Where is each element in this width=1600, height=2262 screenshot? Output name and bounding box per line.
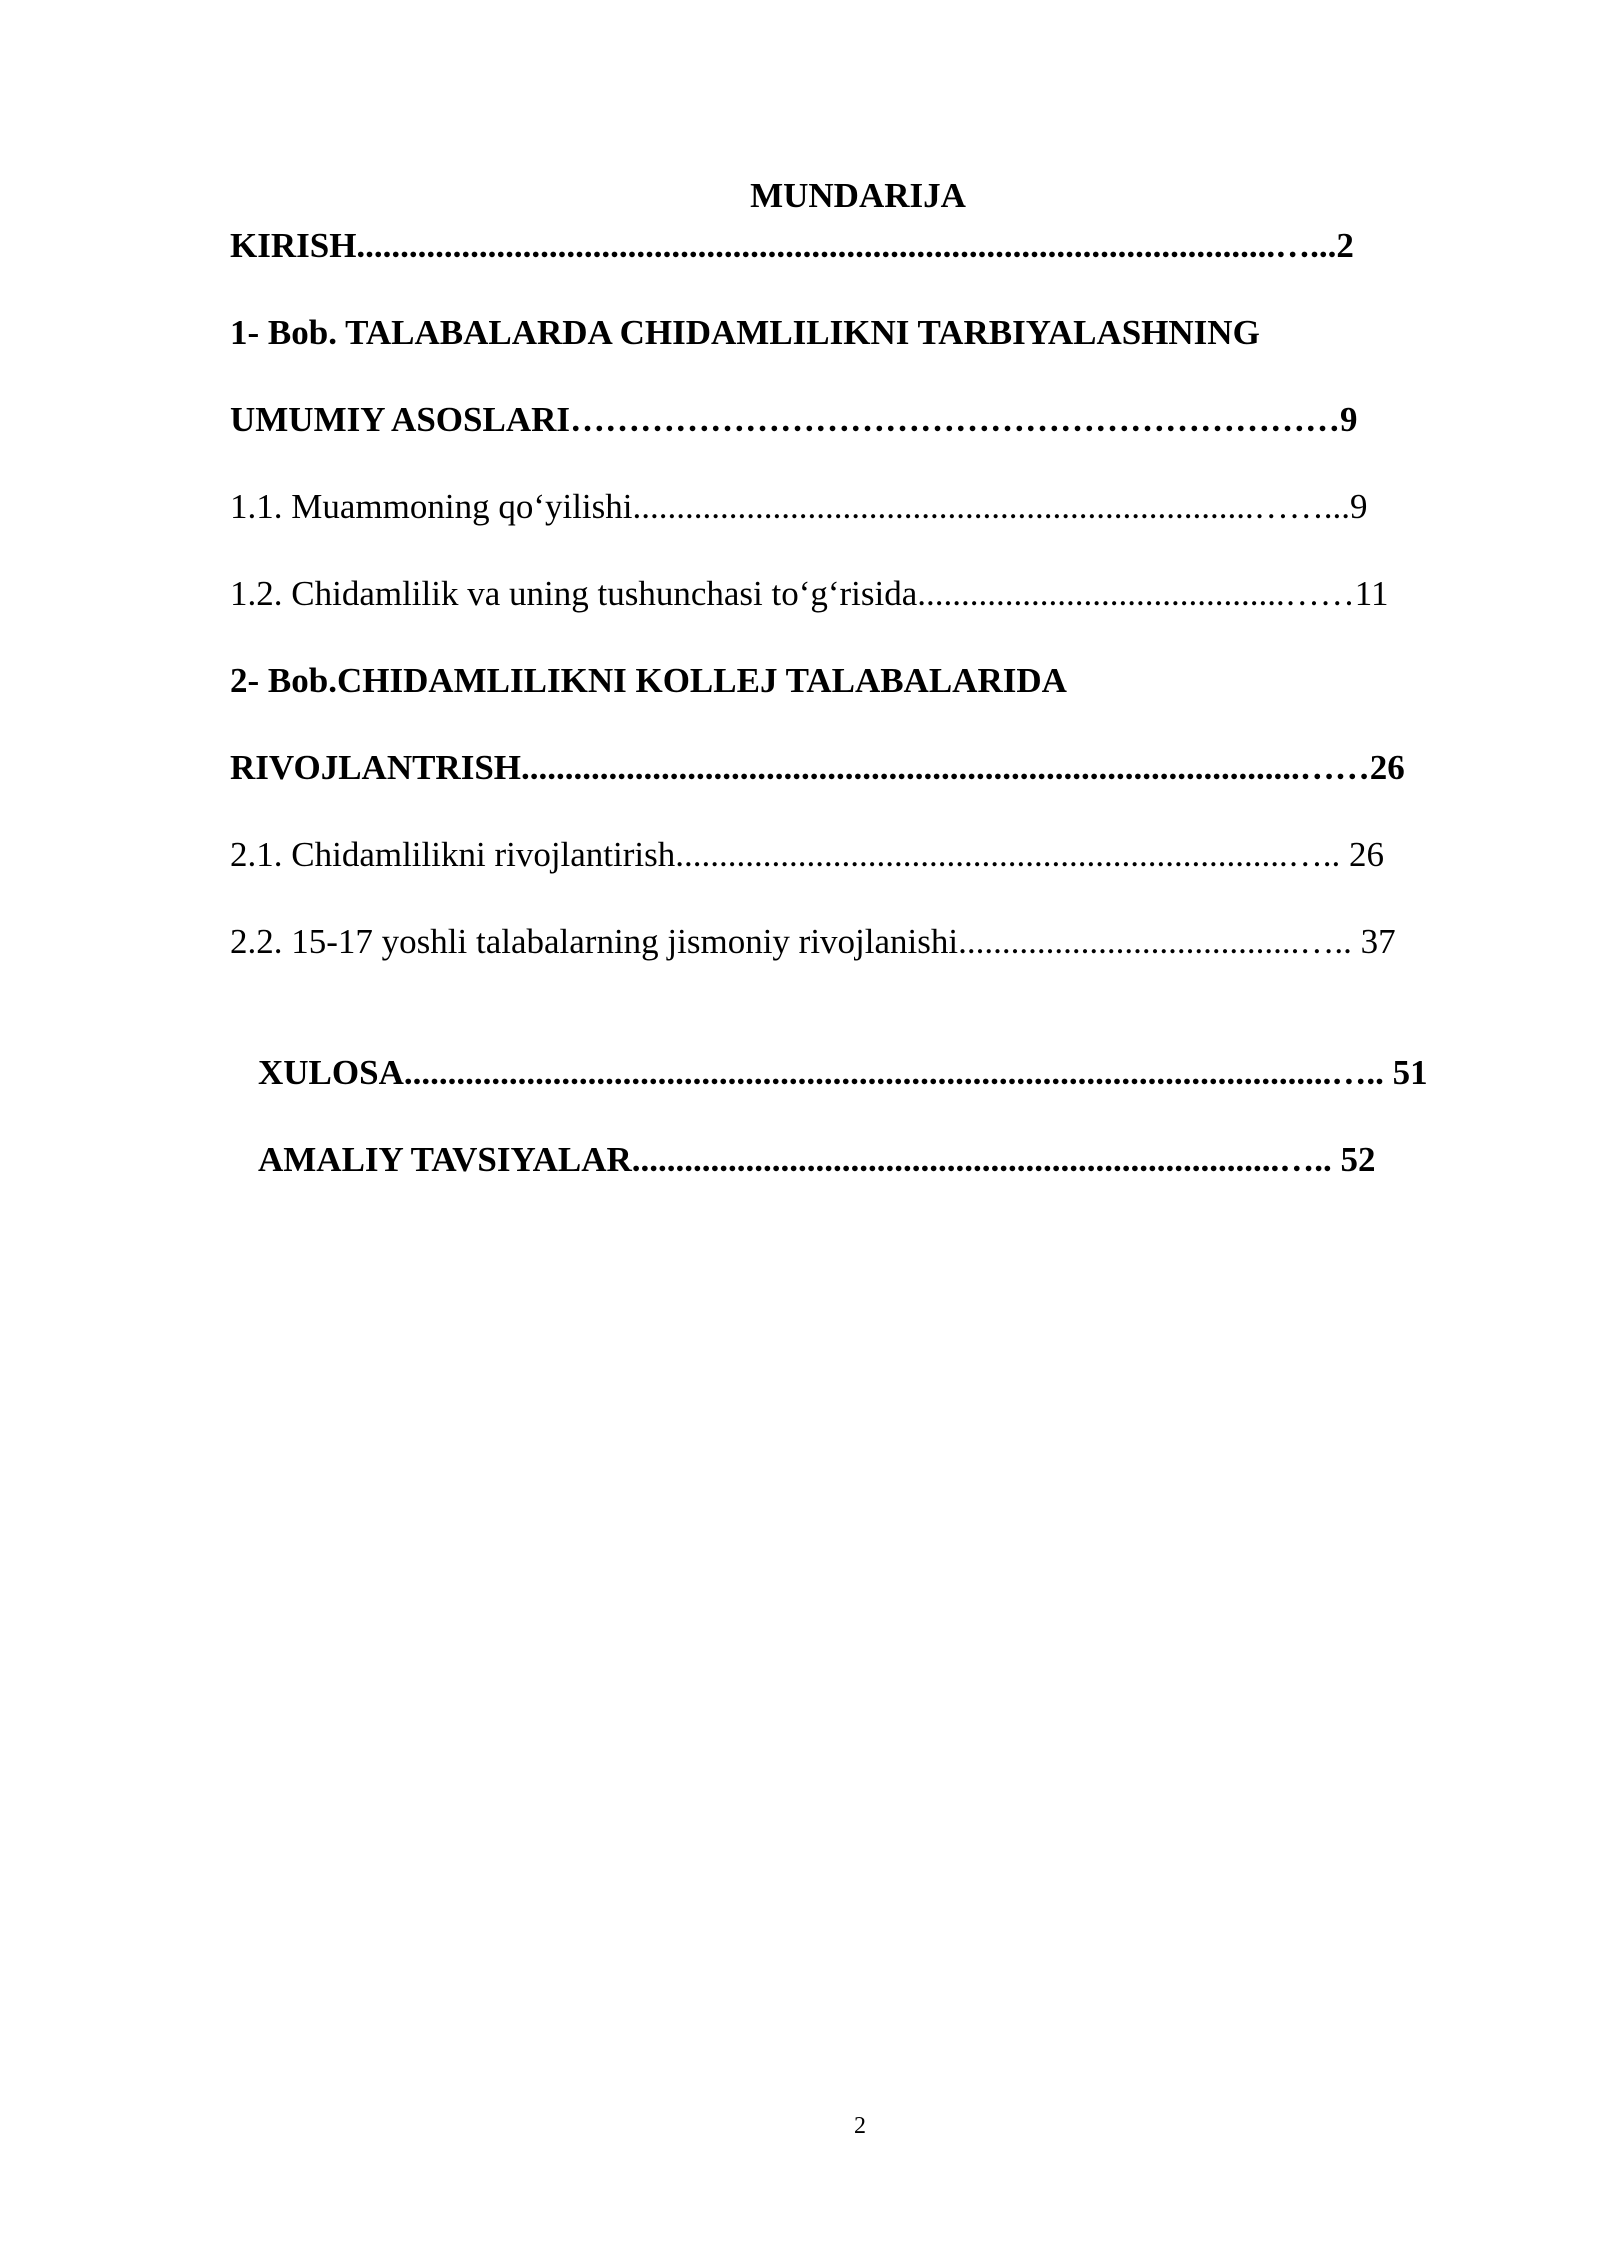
toc-entry-section-2-1: 2.1. Chidamlilikni rivojlantirish......................................................................….. 26 [230,835,1385,874]
toc-entry-amaliy-tavsiyalar: AMALIY TAVSIYALAR..........................................................................….. 52 [258,1140,1376,1179]
toc-entry-chapter-1-title: 1- Bob. TALABALARDA CHIDAMLILIKNI TARBIYALASHNING [230,313,1260,352]
toc-entry-section-1-2: 1.2. Chidamlilik va uning tushunchasi to‘g‘risida..........................................……11 [230,574,1389,613]
toc-entry-section-1-1: 1.1. Muammoning qo‘yilishi.......................................................................……...9 [230,487,1368,526]
toc-title: MUNDARIJA [750,176,966,215]
toc-entry-chapter-1-continued: UMUMIY ASOSLARI…………………………………………………………9 [230,400,1358,439]
page-number: 2 [854,2113,866,2139]
toc-entry-chapter-2-continued: RIVOJLANTRISH.........................................................................................……26 [230,748,1405,787]
toc-entry-xulosa: XULOSA..........................................................................................................….. 51 [258,1053,1428,1092]
toc-entry-kirish: KIRISH.........................................................................................................…...2 [230,226,1354,265]
toc-entry-chapter-2-title: 2- Bob.CHIDAMLILIKNI KOLLEJ TALABALARIDA [230,661,1067,700]
toc-entry-section-2-2: 2.2. 15-17 yoshli talabalarning jismoniy rivojlanishi.......................................….. 37 [230,922,1396,961]
